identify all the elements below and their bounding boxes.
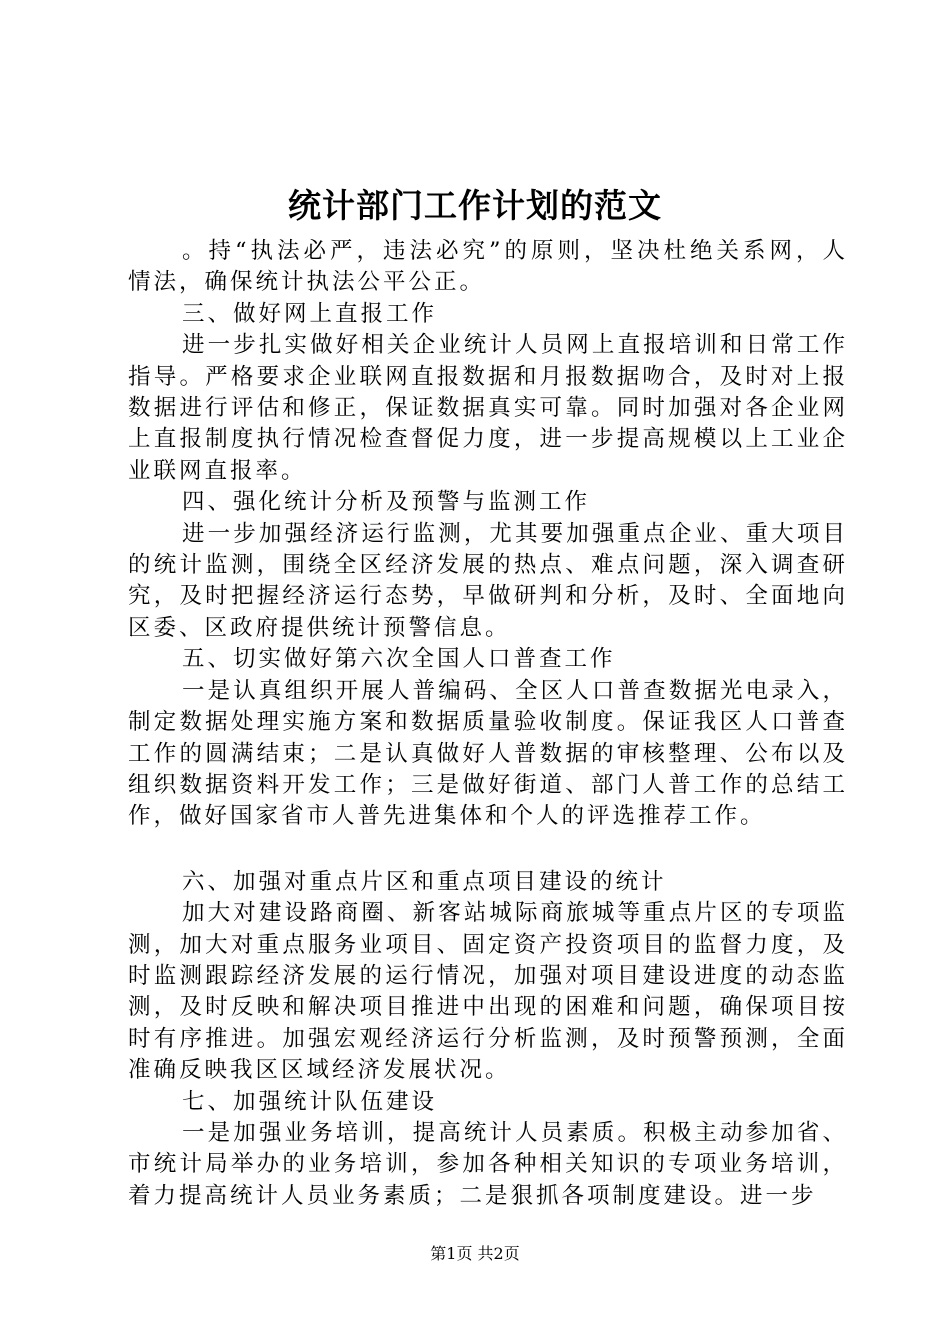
page-footer: 第1页 共2页 [430,1244,520,1263]
section-heading-6: 六、加强对重点片区和重点项目建设的统计 [182,868,667,895]
section-heading-4: 四、强化统计分析及预警与监测工作 [182,489,591,516]
paragraph-section-4: 进一步加强经济运行监测，尤其要加强重点企业、重大项目的统计监测，围绕全区经济发展的热点、难点问题，深入调查研究，及时把握经济运行态势，早做研判和分析，及时、全面地向区委、区政府提供统计预警信息。 [128,520,848,641]
paragraph-gap [128,833,848,867]
paragraph-section-3: 进一步扎实做好相关企业统计人员网上直报培训和日常工作指导。严格要求企业联网直报数据和月报数据吻合，及时对上报数据进行评估和修正，保证数据真实可靠。同时加强对各企业网上直报制度执行情况检查督促力度，进一步提高规模以上工业企业联网直报率。 [128,332,848,484]
document-body [128,236,848,1212]
paragraph-section-7: 一是加强业务培训，提高统计人员素质。积极主动参加省、市统计局举办的业务培训，参加各种相关知识的专项业务培训，着力提高统计人员业务素质；二是狠抓各项制度建设。进一步 [128,1119,848,1209]
section-heading-7: 七、加强统计队伍建设 [182,1088,438,1115]
paragraph-section-6: 加大对建设路商圈、新客站城际商旅城等重点片区的专项监测，加大对重点服务业项目、固定资产投资项目的监督力度，及时监测跟踪经济发展的运行情况，加强对项目建设进度的动态监测，及时反映和解决项目推进中出现的困难和问题，确保项目按时有序推进。加强宏观经济运行分析监测，及时预警预测，全面准确反映我区区域经济发展状况。 [128,900,848,1084]
paragraph-section-5: 一是认真组织开展人普编码、全区人口普查数据光电录入，制定数据处理实施方案和数据质量验收制度。保证我区人口普查工作的圆满结束；二是认真做好人普数据的审核整理、公布以及组织数据资料开发工作；三是做好街道、部门人普工作的总结工作，做好国家省市人普先进集体和个人的评选推荐工作。 [128,677,848,830]
paragraph-intro: 。持“执法必严，违法必究”的原则，坚决杜绝关系网，人情法，确保统计执法公平公正。 [128,238,848,296]
document-title: 统计部门工作计划的范文 [288,186,662,225]
section-heading-5: 五、切实做好第六次全国人口普查工作 [182,646,616,673]
section-heading-3: 三、做好网上直报工作 [182,300,438,327]
